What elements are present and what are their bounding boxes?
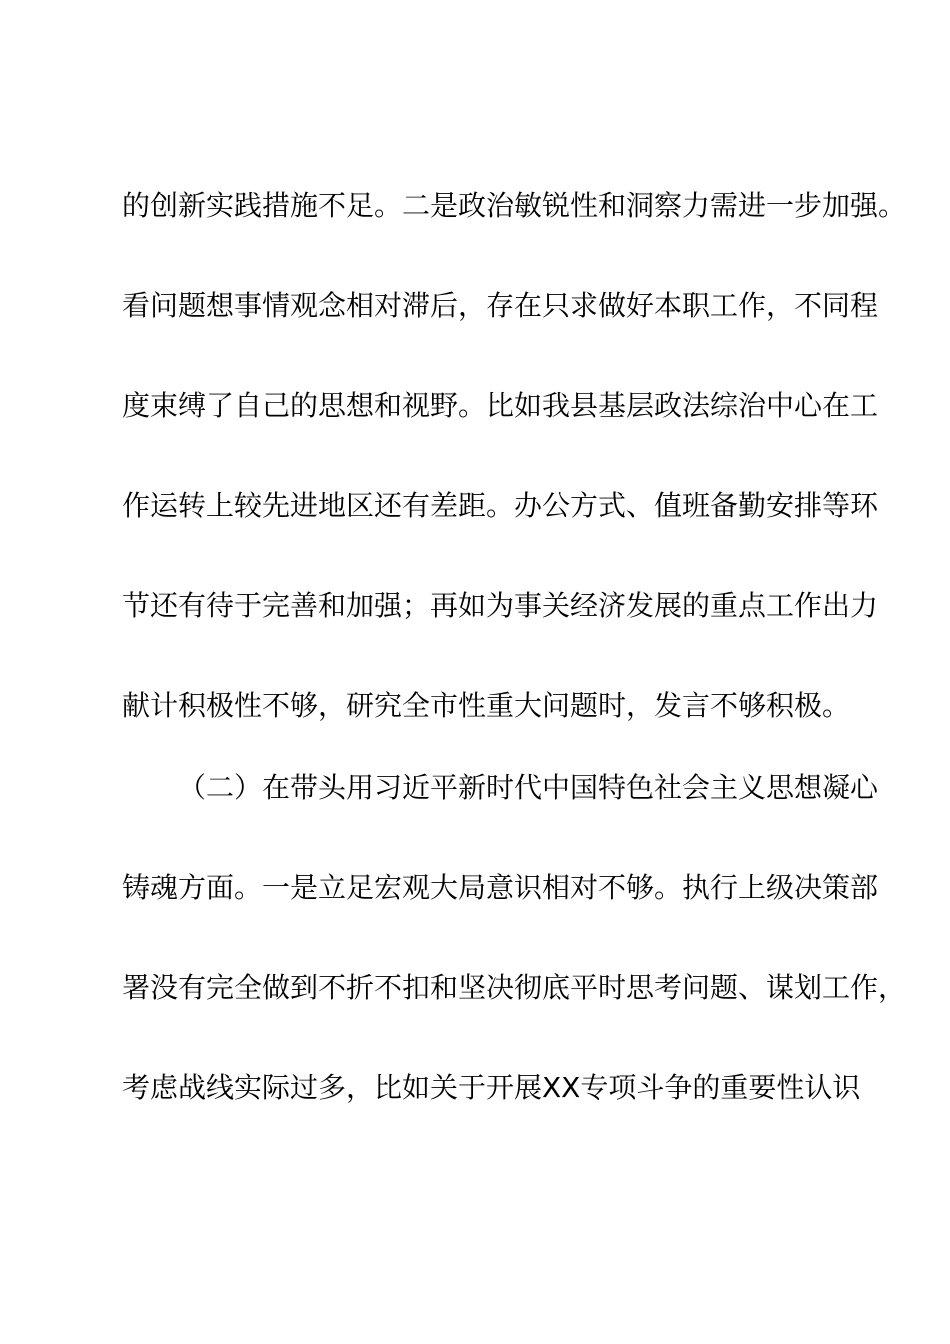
body-text-line: 看问题想事情观念相对滞后，存在只求做好本职工作，不同程	[122, 289, 879, 322]
body-text-line: 节还有待于完善和加强；再如为事关经济发展的重点工作出力	[122, 589, 879, 622]
body-text-line: 度束缚了自己的思想和视野。比如我县基层政法综治中心在工	[122, 389, 879, 422]
body-text-line: 铸魂方面。一是立足宏观大局意识相对不够。执行上级决策部	[122, 871, 879, 904]
section-heading-line: （二）在带头用习近平新时代中国特色社会主义思想凝心	[178, 771, 879, 804]
body-text-line: 献计积极性不够，研究全市性重大问题时，发言不够积极。	[122, 689, 851, 722]
body-text-line: 署没有完全做到不折不扣和坚决彻底平时思考问题、谋划工作，	[122, 971, 907, 1004]
body-text-line: 考虑战线实际过多，比如关于开展XX专项斗争的重要性认识	[122, 1071, 861, 1104]
body-text-line: 作运转上较先进地区还有差距。办公方式、值班备勤安排等环	[122, 489, 879, 522]
body-text-line: 的创新实践措施不足。二是政治敏锐性和洞察力需进一步加强。	[122, 189, 907, 222]
